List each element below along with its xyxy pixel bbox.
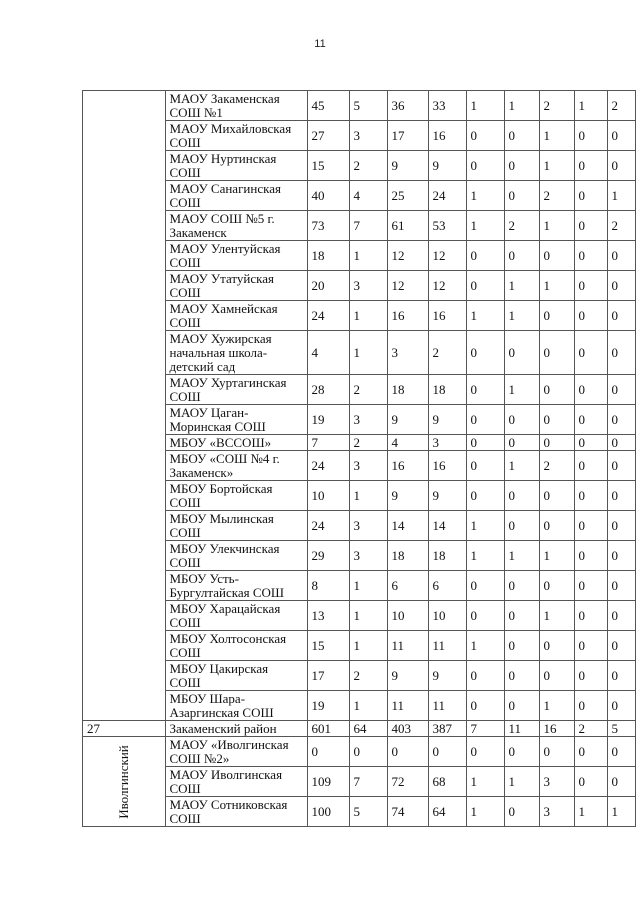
value-cell: 2 bbox=[349, 661, 387, 691]
value-cell: 3 bbox=[387, 331, 428, 375]
value-cell: 1 bbox=[466, 797, 504, 827]
value-cell: 0 bbox=[574, 481, 607, 511]
schools-table bbox=[82, 90, 636, 827]
table-row bbox=[83, 91, 636, 121]
value-cell: 0 bbox=[607, 691, 635, 721]
value-cell: 1 bbox=[349, 571, 387, 601]
table-row bbox=[83, 481, 636, 511]
value-cell: 61 bbox=[387, 211, 428, 241]
value-cell: 72 bbox=[387, 767, 428, 797]
value-cell: 0 bbox=[574, 691, 607, 721]
value-cell: 11 bbox=[428, 631, 466, 661]
value-cell: 1 bbox=[466, 511, 504, 541]
school-name-cell: МБОУ Холтосонская СОШ bbox=[165, 631, 307, 661]
value-cell: 1 bbox=[349, 241, 387, 271]
school-name-cell: МБОУ Харацайская СОШ bbox=[165, 601, 307, 631]
value-cell: 8 bbox=[307, 571, 349, 601]
value-cell: 1 bbox=[349, 691, 387, 721]
value-cell: 1 bbox=[539, 691, 574, 721]
school-name-cell: МАОУ Хамнейская СОШ bbox=[165, 301, 307, 331]
value-cell: 11 bbox=[428, 691, 466, 721]
value-cell: 1 bbox=[466, 181, 504, 211]
school-name-cell: МБОУ Улекчинская СОШ bbox=[165, 541, 307, 571]
value-cell: 1 bbox=[504, 301, 539, 331]
value-cell: 0 bbox=[574, 631, 607, 661]
total-value-cell: 7 bbox=[466, 721, 504, 737]
value-cell: 0 bbox=[504, 631, 539, 661]
value-cell: 0 bbox=[349, 737, 387, 767]
value-cell: 0 bbox=[504, 481, 539, 511]
value-cell: 0 bbox=[607, 737, 635, 767]
value-cell: 0 bbox=[466, 435, 504, 451]
school-name-cell: МБОУ «ВССОШ» bbox=[165, 435, 307, 451]
value-cell: 6 bbox=[387, 571, 428, 601]
school-name-cell: МБОУ Цакирская СОШ bbox=[165, 661, 307, 691]
value-cell: 0 bbox=[307, 737, 349, 767]
value-cell: 0 bbox=[428, 737, 466, 767]
value-cell: 19 bbox=[307, 405, 349, 435]
value-cell: 0 bbox=[504, 661, 539, 691]
value-cell: 0 bbox=[504, 435, 539, 451]
value-cell: 0 bbox=[466, 271, 504, 301]
value-cell: 0 bbox=[466, 375, 504, 405]
table-row bbox=[83, 405, 636, 435]
value-cell: 0 bbox=[574, 767, 607, 797]
value-cell: 24 bbox=[428, 181, 466, 211]
value-cell: 2 bbox=[539, 91, 574, 121]
value-cell: 0 bbox=[539, 737, 574, 767]
value-cell: 9 bbox=[387, 151, 428, 181]
value-cell: 3 bbox=[349, 511, 387, 541]
value-cell: 0 bbox=[539, 571, 574, 601]
value-cell: 0 bbox=[607, 435, 635, 451]
value-cell: 0 bbox=[539, 241, 574, 271]
value-cell: 1 bbox=[349, 481, 387, 511]
total-value-cell: 5 bbox=[607, 721, 635, 737]
value-cell: 4 bbox=[307, 331, 349, 375]
value-cell: 0 bbox=[466, 241, 504, 271]
value-cell: 1 bbox=[466, 541, 504, 571]
value-cell: 0 bbox=[539, 481, 574, 511]
value-cell: 1 bbox=[504, 541, 539, 571]
value-cell: 0 bbox=[574, 435, 607, 451]
value-cell: 29 bbox=[307, 541, 349, 571]
value-cell: 0 bbox=[539, 301, 574, 331]
value-cell: 1 bbox=[607, 181, 635, 211]
value-cell: 2 bbox=[539, 181, 574, 211]
table-row bbox=[83, 601, 636, 631]
value-cell: 0 bbox=[466, 451, 504, 481]
school-name-cell: МАОУ Закаменская СОШ №1 bbox=[165, 91, 307, 121]
value-cell: 12 bbox=[387, 271, 428, 301]
school-name-cell: МБОУ Бортойская СОШ bbox=[165, 481, 307, 511]
value-cell: 12 bbox=[387, 241, 428, 271]
value-cell: 0 bbox=[504, 121, 539, 151]
value-cell: 28 bbox=[307, 375, 349, 405]
value-cell: 14 bbox=[428, 511, 466, 541]
value-cell: 1 bbox=[349, 331, 387, 375]
value-cell: 0 bbox=[574, 451, 607, 481]
value-cell: 0 bbox=[607, 511, 635, 541]
table-row bbox=[83, 451, 636, 481]
value-cell: 15 bbox=[307, 631, 349, 661]
value-cell: 0 bbox=[504, 331, 539, 375]
value-cell: 3 bbox=[349, 451, 387, 481]
value-cell: 17 bbox=[307, 661, 349, 691]
school-name-cell: МАОУ СОШ №5 г. Закаменск bbox=[165, 211, 307, 241]
value-cell: 0 bbox=[504, 181, 539, 211]
table-row bbox=[83, 435, 636, 451]
value-cell: 0 bbox=[539, 331, 574, 375]
value-cell: 1 bbox=[349, 631, 387, 661]
value-cell: 40 bbox=[307, 181, 349, 211]
value-cell: 1 bbox=[574, 797, 607, 827]
value-cell: 13 bbox=[307, 601, 349, 631]
value-cell: 15 bbox=[307, 151, 349, 181]
table-row bbox=[83, 241, 636, 271]
value-cell: 14 bbox=[387, 511, 428, 541]
value-cell: 10 bbox=[387, 601, 428, 631]
value-cell: 0 bbox=[574, 541, 607, 571]
value-cell: 0 bbox=[574, 181, 607, 211]
value-cell: 1 bbox=[504, 91, 539, 121]
value-cell: 0 bbox=[607, 271, 635, 301]
value-cell: 2 bbox=[428, 331, 466, 375]
value-cell: 24 bbox=[307, 511, 349, 541]
value-cell: 0 bbox=[466, 331, 504, 375]
value-cell: 0 bbox=[539, 511, 574, 541]
school-name-cell: МАОУ «Иволгинская СОШ №2» bbox=[165, 737, 307, 767]
value-cell: 1 bbox=[349, 601, 387, 631]
value-cell: 0 bbox=[607, 405, 635, 435]
value-cell: 0 bbox=[574, 375, 607, 405]
value-cell: 0 bbox=[504, 571, 539, 601]
value-cell: 12 bbox=[428, 271, 466, 301]
value-cell: 0 bbox=[574, 331, 607, 375]
value-cell: 7 bbox=[349, 211, 387, 241]
value-cell: 1 bbox=[607, 797, 635, 827]
value-cell: 9 bbox=[428, 151, 466, 181]
value-cell: 0 bbox=[504, 691, 539, 721]
value-cell: 1 bbox=[504, 767, 539, 797]
value-cell: 0 bbox=[574, 737, 607, 767]
total-value-cell: 601 bbox=[307, 721, 349, 737]
value-cell: 1 bbox=[504, 271, 539, 301]
value-cell: 1 bbox=[466, 301, 504, 331]
value-cell: 7 bbox=[349, 767, 387, 797]
district-name-cell: Закаменский район bbox=[165, 721, 307, 737]
table-row bbox=[83, 571, 636, 601]
table-row bbox=[83, 767, 636, 797]
page-number: 11 bbox=[314, 38, 326, 50]
table-row bbox=[83, 181, 636, 211]
value-cell: 11 bbox=[387, 691, 428, 721]
value-cell: 2 bbox=[607, 91, 635, 121]
value-cell: 9 bbox=[387, 661, 428, 691]
school-name-cell: МАОУ Хужирская начальная школа-детский сад bbox=[165, 331, 307, 375]
table-row bbox=[83, 151, 636, 181]
value-cell: 0 bbox=[539, 435, 574, 451]
table-row bbox=[83, 631, 636, 661]
value-cell: 2 bbox=[349, 435, 387, 451]
value-cell: 0 bbox=[504, 737, 539, 767]
total-row bbox=[83, 721, 636, 737]
value-cell: 0 bbox=[607, 541, 635, 571]
value-cell: 0 bbox=[607, 151, 635, 181]
school-name-cell: МБОУ Шара-Азаргинская СОШ bbox=[165, 691, 307, 721]
total-value-cell: 2 bbox=[574, 721, 607, 737]
value-cell: 2 bbox=[539, 451, 574, 481]
value-cell: 1 bbox=[466, 631, 504, 661]
value-cell: 16 bbox=[428, 451, 466, 481]
total-value-cell: 11 bbox=[504, 721, 539, 737]
table-row bbox=[83, 797, 636, 827]
value-cell: 1 bbox=[539, 271, 574, 301]
value-cell: 74 bbox=[387, 797, 428, 827]
value-cell: 10 bbox=[307, 481, 349, 511]
value-cell: 0 bbox=[504, 405, 539, 435]
value-cell: 12 bbox=[428, 241, 466, 271]
value-cell: 0 bbox=[574, 405, 607, 435]
value-cell: 1 bbox=[349, 301, 387, 331]
value-cell: 0 bbox=[574, 511, 607, 541]
value-cell: 64 bbox=[428, 797, 466, 827]
table-row bbox=[83, 271, 636, 301]
school-name-cell: МАОУ Михайловская СОШ bbox=[165, 121, 307, 151]
value-cell: 0 bbox=[504, 601, 539, 631]
value-cell: 24 bbox=[307, 301, 349, 331]
value-cell: 3 bbox=[539, 767, 574, 797]
value-cell: 18 bbox=[428, 375, 466, 405]
value-cell: 9 bbox=[387, 405, 428, 435]
value-cell: 3 bbox=[539, 797, 574, 827]
value-cell: 0 bbox=[607, 481, 635, 511]
school-name-cell: МАОУ Нуртинская СОШ bbox=[165, 151, 307, 181]
value-cell: 18 bbox=[387, 375, 428, 405]
table-row bbox=[83, 331, 636, 375]
value-cell: 0 bbox=[504, 797, 539, 827]
table-row bbox=[83, 541, 636, 571]
table-row bbox=[83, 121, 636, 151]
district-cell bbox=[83, 91, 166, 721]
value-cell: 9 bbox=[428, 405, 466, 435]
value-cell: 36 bbox=[387, 91, 428, 121]
value-cell: 16 bbox=[387, 301, 428, 331]
table-row bbox=[83, 211, 636, 241]
table-row bbox=[83, 737, 636, 767]
value-cell: 0 bbox=[539, 631, 574, 661]
value-cell: 3 bbox=[349, 121, 387, 151]
value-cell: 25 bbox=[387, 181, 428, 211]
value-cell: 0 bbox=[607, 121, 635, 151]
value-cell: 33 bbox=[428, 91, 466, 121]
value-cell: 0 bbox=[607, 241, 635, 271]
value-cell: 1 bbox=[539, 211, 574, 241]
value-cell: 3 bbox=[349, 271, 387, 301]
school-name-cell: МАОУ Утатуйская СОШ bbox=[165, 271, 307, 301]
value-cell: 4 bbox=[349, 181, 387, 211]
total-value-cell: 16 bbox=[539, 721, 574, 737]
school-name-cell: МАОУ Цаган-Моринская СОШ bbox=[165, 405, 307, 435]
value-cell: 16 bbox=[428, 121, 466, 151]
value-cell: 45 bbox=[307, 91, 349, 121]
value-cell: 0 bbox=[466, 601, 504, 631]
total-value-cell: 403 bbox=[387, 721, 428, 737]
value-cell: 9 bbox=[387, 481, 428, 511]
value-cell: 0 bbox=[466, 691, 504, 721]
value-cell: 18 bbox=[428, 541, 466, 571]
value-cell: 10 bbox=[428, 601, 466, 631]
value-cell: 20 bbox=[307, 271, 349, 301]
value-cell: 0 bbox=[539, 661, 574, 691]
value-cell: 18 bbox=[387, 541, 428, 571]
value-cell: 0 bbox=[539, 375, 574, 405]
value-cell: 73 bbox=[307, 211, 349, 241]
value-cell: 1 bbox=[466, 91, 504, 121]
school-name-cell: МАОУ Хуртагинская СОШ bbox=[165, 375, 307, 405]
value-cell: 9 bbox=[428, 661, 466, 691]
value-cell: 9 bbox=[428, 481, 466, 511]
value-cell: 0 bbox=[607, 451, 635, 481]
value-cell: 53 bbox=[428, 211, 466, 241]
value-cell: 18 bbox=[307, 241, 349, 271]
value-cell: 6 bbox=[428, 571, 466, 601]
value-cell: 7 bbox=[307, 435, 349, 451]
value-cell: 0 bbox=[504, 511, 539, 541]
value-cell: 0 bbox=[607, 571, 635, 601]
value-cell: 0 bbox=[607, 631, 635, 661]
school-name-cell: МАОУ Улентуйская СОШ bbox=[165, 241, 307, 271]
value-cell: 16 bbox=[428, 301, 466, 331]
value-cell: 3 bbox=[349, 405, 387, 435]
value-cell: 3 bbox=[349, 541, 387, 571]
value-cell: 0 bbox=[574, 121, 607, 151]
value-cell: 2 bbox=[607, 211, 635, 241]
value-cell: 0 bbox=[466, 121, 504, 151]
value-cell: 1 bbox=[539, 601, 574, 631]
district-cell bbox=[83, 737, 166, 827]
value-cell: 0 bbox=[607, 661, 635, 691]
value-cell: 24 bbox=[307, 451, 349, 481]
value-cell: 1 bbox=[539, 151, 574, 181]
value-cell: 0 bbox=[574, 271, 607, 301]
value-cell: 0 bbox=[574, 301, 607, 331]
value-cell: 0 bbox=[574, 601, 607, 631]
school-name-cell: МАОУ Санагинская СОШ bbox=[165, 181, 307, 211]
value-cell: 0 bbox=[466, 661, 504, 691]
value-cell: 1 bbox=[504, 375, 539, 405]
value-cell: 0 bbox=[387, 737, 428, 767]
value-cell: 17 bbox=[387, 121, 428, 151]
value-cell: 0 bbox=[607, 331, 635, 375]
value-cell: 5 bbox=[349, 91, 387, 121]
value-cell: 0 bbox=[607, 601, 635, 631]
school-name-cell: МБОУ «СОШ №4 г. Закаменск» bbox=[165, 451, 307, 481]
value-cell: 1 bbox=[504, 451, 539, 481]
value-cell: 19 bbox=[307, 691, 349, 721]
value-cell: 0 bbox=[574, 151, 607, 181]
value-cell: 0 bbox=[504, 241, 539, 271]
value-cell: 0 bbox=[574, 211, 607, 241]
table-row bbox=[83, 375, 636, 405]
value-cell: 0 bbox=[466, 481, 504, 511]
value-cell: 0 bbox=[607, 375, 635, 405]
value-cell: 0 bbox=[466, 571, 504, 601]
total-value-cell: 64 bbox=[349, 721, 387, 737]
value-cell: 0 bbox=[539, 405, 574, 435]
school-name-cell: МАОУ Иволгинская СОШ bbox=[165, 767, 307, 797]
value-cell: 1 bbox=[574, 91, 607, 121]
value-cell: 2 bbox=[349, 151, 387, 181]
value-cell: 5 bbox=[349, 797, 387, 827]
value-cell: 11 bbox=[387, 631, 428, 661]
value-cell: 0 bbox=[574, 241, 607, 271]
value-cell: 1 bbox=[539, 121, 574, 151]
table-row bbox=[83, 511, 636, 541]
value-cell: 0 bbox=[504, 151, 539, 181]
value-cell: 1 bbox=[539, 541, 574, 571]
value-cell: 0 bbox=[466, 737, 504, 767]
value-cell: 4 bbox=[387, 435, 428, 451]
table-row bbox=[83, 691, 636, 721]
row-number-cell: 27 bbox=[83, 721, 166, 737]
value-cell: 0 bbox=[574, 571, 607, 601]
total-value-cell: 387 bbox=[428, 721, 466, 737]
value-cell: 109 bbox=[307, 767, 349, 797]
table-row bbox=[83, 661, 636, 691]
value-cell: 0 bbox=[466, 405, 504, 435]
value-cell: 100 bbox=[307, 797, 349, 827]
value-cell: 1 bbox=[466, 767, 504, 797]
table-row bbox=[83, 301, 636, 331]
value-cell: 0 bbox=[607, 767, 635, 797]
value-cell: 2 bbox=[504, 211, 539, 241]
district-label: Иволгинский bbox=[115, 744, 131, 819]
value-cell: 0 bbox=[574, 661, 607, 691]
value-cell: 68 bbox=[428, 767, 466, 797]
value-cell: 0 bbox=[607, 301, 635, 331]
value-cell: 2 bbox=[349, 375, 387, 405]
value-cell: 0 bbox=[466, 151, 504, 181]
value-cell: 3 bbox=[428, 435, 466, 451]
school-name-cell: МБОУ Мылинская СОШ bbox=[165, 511, 307, 541]
value-cell: 1 bbox=[466, 211, 504, 241]
school-name-cell: МАОУ Сотниковская СОШ bbox=[165, 797, 307, 827]
value-cell: 27 bbox=[307, 121, 349, 151]
school-name-cell: МБОУ Усть-Бургултайская СОШ bbox=[165, 571, 307, 601]
value-cell: 16 bbox=[387, 451, 428, 481]
